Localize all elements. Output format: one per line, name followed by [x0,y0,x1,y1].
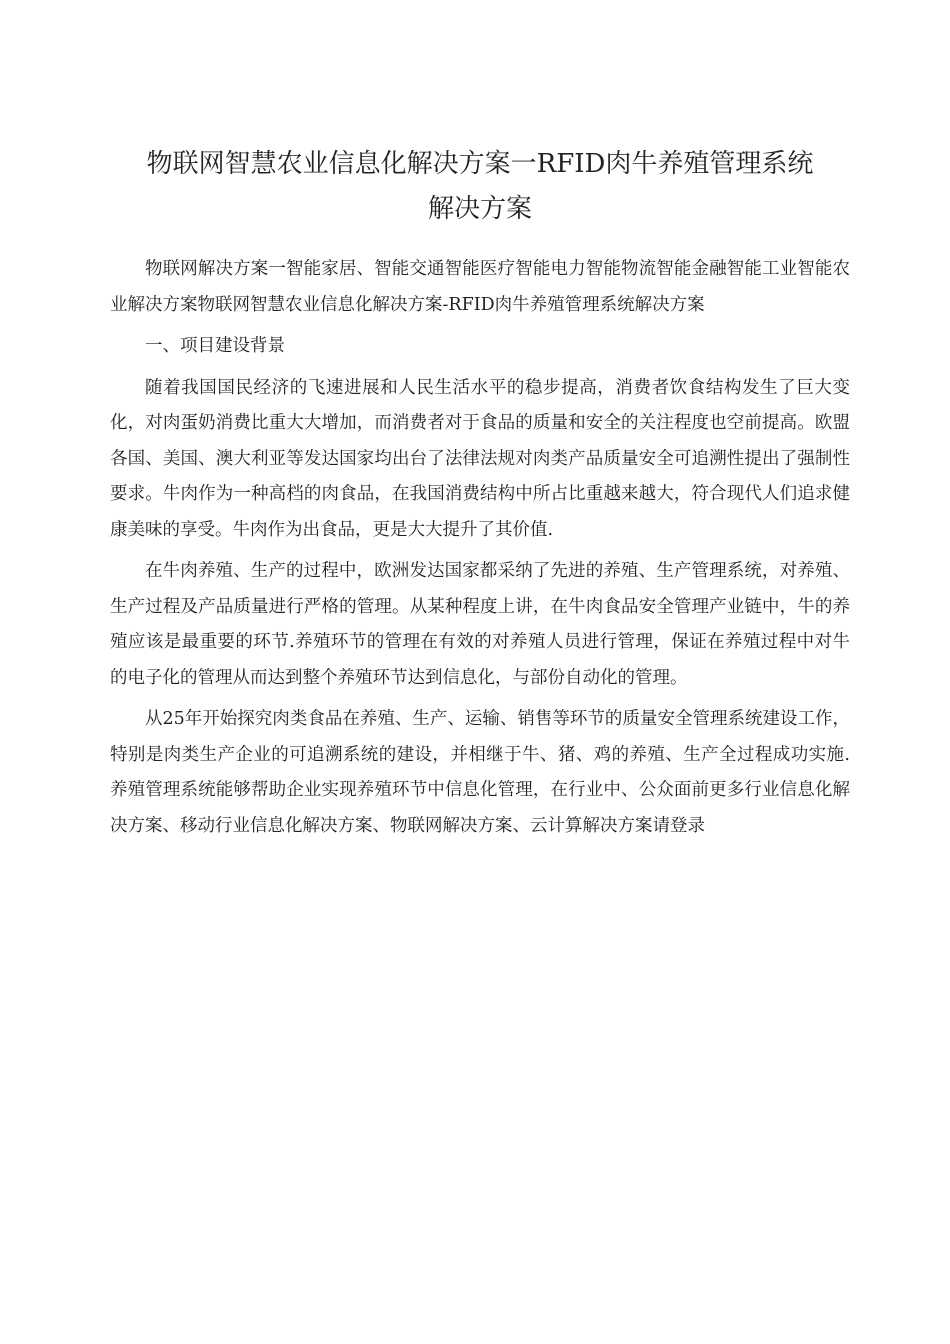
document-body [110,252,850,850]
intro-paragraph: 物联网解决方案一智能家居、智能交通智能医疗智能电力智能物流智能金融智能工业智能农业解决方案物联网智慧农业信息化解决方案-RFID肉牛养殖管理系统解决方案 [110,259,850,315]
management-paragraph: 在牛肉养殖、生产的过程中，欧洲发达国家都采纳了先进的养殖、生产管理系统，对养殖、生产过程及产品质量进行严格的管理。从某种程度上讲，在牛肉食品安全管理产业链中，牛的养殖应该是最重要的环节.养殖环节的管理在有效的对养殖人员进行管理，保证在养殖过程中对牛的电子化的管理从而达到整个养殖环节达到信息化，与部份自动化的管理。 [110,561,850,688]
document-title [110,142,850,232]
history-paragraph: 从25年开始探究肉类食品在养殖、生产、运输、销售等环节的质量安全管理系统建设工作，特别是肉类生产企业的可追溯系统的建设，并相继于牛、猪、鸡的养殖、生产全过程成功实施.养殖管理系统能够帮助企业实现养殖环节中信息化管理，在行业中、公众面前更多行业信息化解决方案、移动行业信息化解决方案、物联网解决方案、云计算解决方案请登录 [110,709,850,836]
title-line-1: 物联网智慧农业信息化解决方案一RFID肉牛养殖管理系统 [146,149,814,179]
background-paragraph: 随着我国国民经济的飞速进展和人民生活水平的稳步提高，消费者饮食结构发生了巨大变化，对肉蛋奶消费比重大大增加，而消费者对于食品的质量和安全的关注程度也空前提高。欧盟各国、美国、澳大利亚等发达国家均出台了法律法规对肉类产品质量安全可追溯性提出了强制性要求。牛肉作为一种高档的肉食品，在我国消费结构中所占比重越来越大，符合现代人们追求健康美味的享受。牛肉作为出食品，更是大大提升了其价值. [110,377,850,540]
section-heading: 一、项目建设背景 [145,336,285,356]
title-line-2: 解决方案 [427,194,532,224]
